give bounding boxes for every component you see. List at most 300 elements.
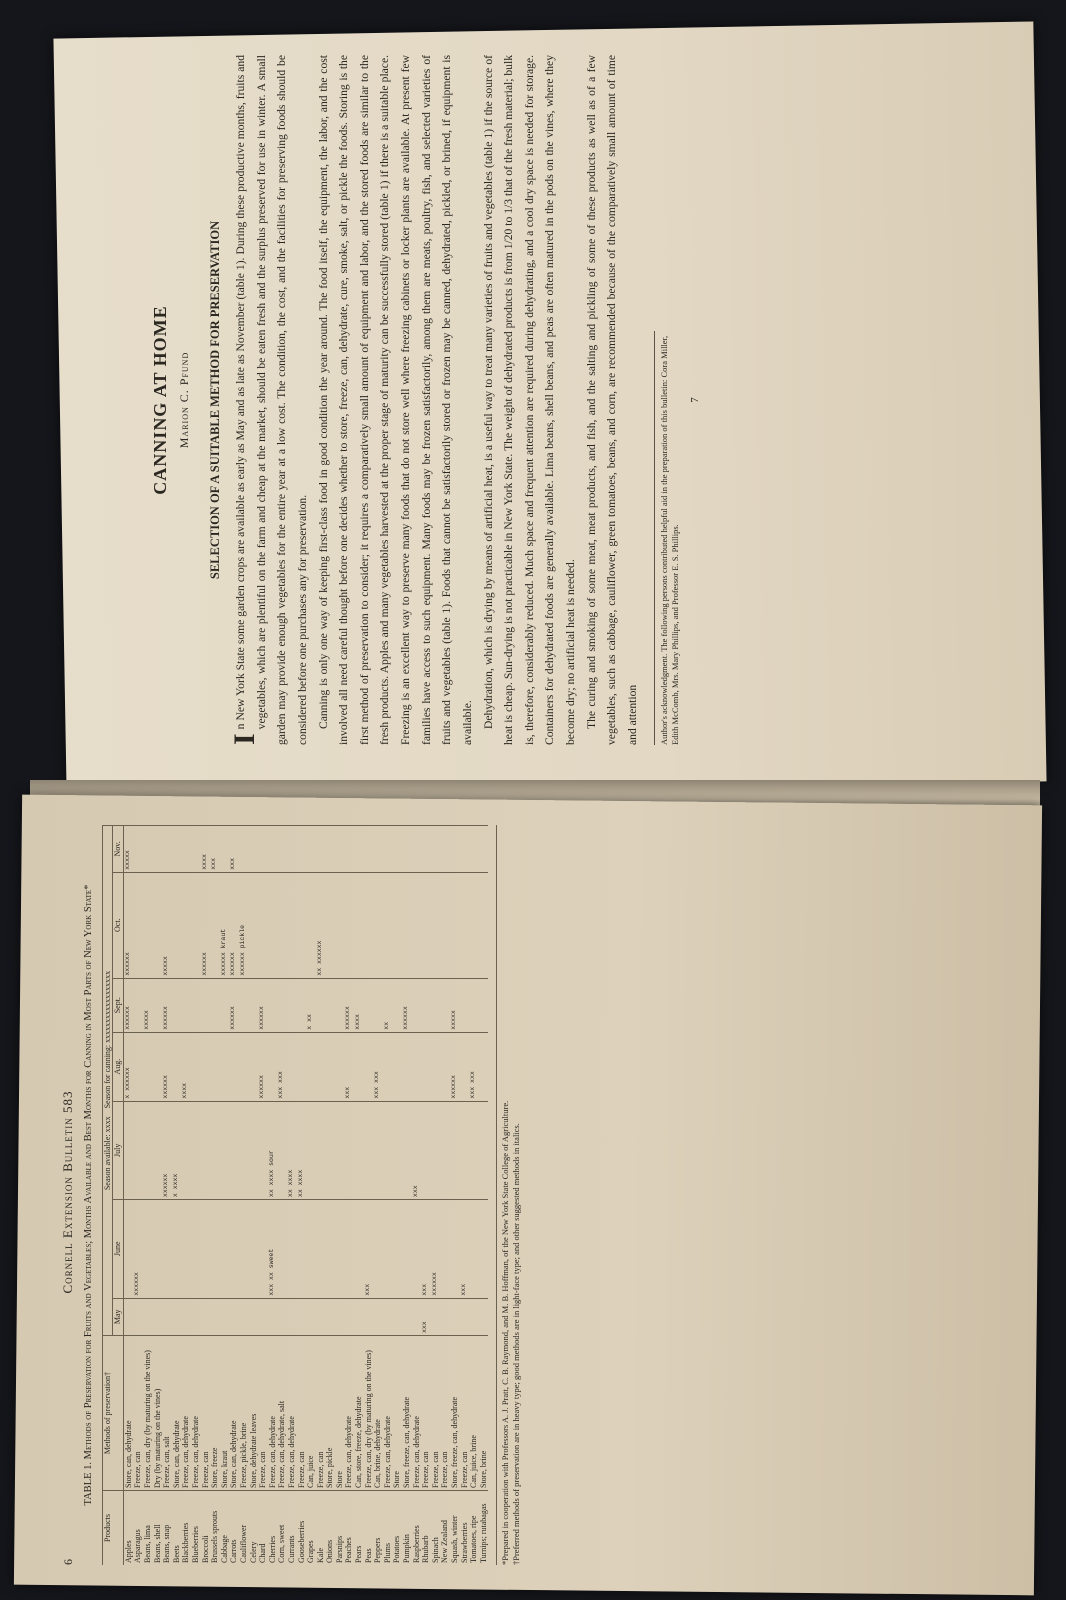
month-cell: [335, 1298, 345, 1335]
month-cell: [181, 978, 191, 1032]
month-header: Aug.: [113, 1032, 124, 1101]
month-cell: [201, 978, 211, 1032]
month-cell: [421, 1032, 431, 1101]
month-cell: [460, 826, 470, 873]
method-cell: Store, freeze, can, dehydrate: [402, 1336, 412, 1491]
month-cell: [392, 1101, 402, 1200]
paragraph-2: Canning is only one way of keeping first-class food in good condition the year around. The food itself, the equipment, the labor, and the cost involved all need careful thought before one decides whether to store, freeze, can, dehydrate, cure, smoke, salt, or pickle the foods. Storing is the first method of preservation to consider; it requires a comparatively small amount of equipment and labor, and the stored foods are similar to the fresh products. Apples and many vegetables harvested at the proper stage of maturity can be successfully stored (table 1) if there is a suitable place. Freezing is an excellent way to preserve many foods that do not store well where freezing cabinets or locker plants are available. At present few families have access to such equipment. Many foods may be frozen satisfactorily, among them are meats, poultry, fish, and selected varieties of fruits and vegetables (table 1). Foods that cannot be satisfactorily stored or frozen may be canned, dehydrated, pickled, or brined, if equipment is available.: [316, 55, 474, 745]
month-cell: xxxxxx: [450, 1032, 460, 1101]
month-cell: x xx: [306, 978, 316, 1032]
month-cell: [153, 826, 163, 873]
month-cell: xxxx: [354, 978, 364, 1032]
month-cell: [249, 1101, 259, 1200]
table-row: [123, 826, 133, 1566]
table-row: [344, 826, 354, 1566]
product-cell: Peppers: [373, 1491, 383, 1566]
month-cell: [172, 978, 182, 1032]
month-cell: [297, 826, 307, 873]
month-cell: [153, 872, 163, 978]
month-cell: [335, 1101, 345, 1200]
month-cell: [268, 872, 278, 978]
method-cell: Freeze, can: [297, 1336, 307, 1491]
product-cell: Cabbage: [220, 1491, 230, 1566]
footnote-2: †Preferred methods of preservation are in heavy type; good methods are in light-face type; and other suggested methods in italics.: [511, 1123, 522, 1565]
month-cell: xx: [383, 978, 393, 1032]
method-cell: Store: [392, 1336, 402, 1491]
month-cell: [335, 872, 345, 978]
month-cell: [172, 872, 182, 978]
month-cell: [133, 1298, 143, 1335]
month-cell: [431, 1101, 441, 1200]
table-row: [402, 826, 412, 1566]
month-cell: [268, 978, 278, 1032]
method-cell: Freeze, can: [421, 1336, 431, 1491]
month-cell: [335, 1200, 345, 1299]
month-cell: [412, 1298, 422, 1335]
product-cell: Parsnips: [335, 1491, 345, 1566]
month-cell: [402, 1298, 412, 1335]
month-cell: [479, 1101, 489, 1200]
month-cell: xxx xx sweet: [268, 1200, 278, 1299]
product-cell: Pears: [354, 1491, 364, 1566]
table-row: [258, 826, 268, 1566]
table-title: TABLE 1. Methods of Preservation for Fruits and Vegetables; Months Available and Best Months for Canning in Most Parts of New York State*: [83, 884, 94, 1506]
table-row: [325, 826, 335, 1566]
month-cell: [460, 978, 470, 1032]
drop-cap: I: [228, 733, 261, 745]
month-cell: [229, 1101, 239, 1200]
month-cell: [373, 872, 383, 978]
month-cell: [201, 1298, 211, 1335]
month-cell: xxxxxx: [229, 872, 239, 978]
month-cell: [143, 872, 153, 978]
month-cell: [306, 1200, 316, 1299]
month-cell: [354, 1101, 364, 1200]
month-cell: [325, 872, 335, 978]
month-cell: [258, 1101, 268, 1200]
col-products: Products: [102, 1491, 123, 1566]
month-cell: [431, 1298, 441, 1335]
paragraph-3: Dehydration, which is drying by means of artificial heat, is a useful way to treat many varieties of fruits and vegetables (table 1) if the source of heat is cheap. Sun-drying is not practicable in New York State. The weight of dehydrated products is from 1/20 to 1/3 that of the fresh material; bulk is, therefore, considerably reduced. Much space and frequent attention are required during dehydrating, and a cool dry space is needed for storage. Containers for dehydrated foods are generally available. Lima beans, shell beans, and peas are often matured in the pods on the vines, where they become dry; no artificial heat is needed.: [481, 55, 577, 745]
month-cell: [249, 1032, 259, 1101]
month-cell: [220, 1101, 230, 1200]
product-cell: Chard: [258, 1491, 268, 1566]
paragraph-1-text: n New York State some garden crops are available as early as May and as late as November (table 1). During these productive months, fruits and vegetables, which are plentiful on the farm and cheap at the market, should be eaten fresh and the surplus preserved for use in winter. A small garden may provide enough vegetables for the entire year at a low cost. The condition, the cost, and the facilities for preserving foods should be considered before one purchases any for preservation.: [234, 55, 309, 745]
month-cell: [277, 1298, 287, 1335]
table-row: [277, 826, 287, 1566]
product-cell: Celery: [249, 1491, 259, 1566]
month-header: July: [113, 1101, 124, 1200]
month-cell: [220, 826, 230, 873]
month-cell: [440, 1032, 450, 1101]
month-cell: xxx: [421, 1298, 431, 1335]
month-cell: [239, 826, 249, 873]
month-cell: [123, 1200, 133, 1299]
month-cell: xxxxx: [450, 978, 460, 1032]
month-cell: [316, 978, 326, 1032]
table-row: [335, 826, 345, 1566]
month-cell: [460, 1101, 470, 1200]
method-cell: Freeze, can, dehydrate: [268, 1336, 278, 1491]
product-cell: Brussels sprouts: [210, 1491, 220, 1566]
month-cell: [402, 1032, 412, 1101]
month-cell: [469, 872, 479, 978]
month-cell: [479, 1200, 489, 1299]
method-cell: Can, brine, dehydrate: [373, 1336, 383, 1491]
season-canning-key: xxxxxxxxxxxxxxxxxx: [102, 970, 112, 1043]
month-cell: [287, 1032, 297, 1101]
table-row: [201, 826, 211, 1566]
table-row: [181, 826, 191, 1566]
month-cell: [440, 1298, 450, 1335]
month-cell: [287, 1298, 297, 1335]
month-cell: [306, 826, 316, 873]
month-cell: xxx xxx: [469, 1032, 479, 1101]
month-cell: [258, 1298, 268, 1335]
method-cell: Store, dehydrate leaves: [249, 1336, 259, 1491]
month-cell: [364, 1101, 374, 1200]
product-cell: Apples: [123, 1491, 133, 1566]
month-cell: xxx xxx: [277, 1032, 287, 1101]
month-cell: xxx: [344, 1032, 354, 1101]
month-cell: [277, 826, 287, 873]
method-cell: Freeze, can: [460, 1336, 470, 1491]
method-cell: Store, brine: [479, 1336, 489, 1491]
product-cell: Onions: [325, 1491, 335, 1566]
month-cell: [268, 826, 278, 873]
month-cell: [421, 1101, 431, 1200]
month-cell: [133, 1101, 143, 1200]
month-cell: [258, 1200, 268, 1299]
month-cell: xxxxxx kraut: [220, 872, 230, 978]
month-cell: [392, 826, 402, 873]
month-cell: xx xxxx: [297, 1101, 307, 1200]
month-cell: [143, 1200, 153, 1299]
month-cell: xxxxx: [123, 826, 133, 873]
month-cell: [220, 978, 230, 1032]
month-cell: [210, 1200, 220, 1299]
method-cell: Freeze, can, dehydrate: [191, 1336, 201, 1491]
month-cell: [316, 826, 326, 873]
month-cell: xxxxxx: [133, 1200, 143, 1299]
month-cell: [277, 978, 287, 1032]
month-cell: [325, 826, 335, 873]
method-cell: Can, juice, brine: [469, 1336, 479, 1491]
month-cell: [344, 1298, 354, 1335]
month-cell: xxx xxx: [373, 1032, 383, 1101]
month-cell: [479, 1298, 489, 1335]
season-canning-label: Season for canning:: [102, 1044, 112, 1109]
month-cell: [239, 1101, 249, 1200]
month-cell: [229, 1200, 239, 1299]
month-cell: [306, 872, 316, 978]
month-cell: [431, 978, 441, 1032]
month-cell: [364, 826, 374, 873]
month-cell: xxxx: [181, 1032, 191, 1101]
month-header: Oct.: [113, 872, 124, 978]
month-cell: [392, 1200, 402, 1299]
month-cell: [373, 978, 383, 1032]
month-cell: [392, 1032, 402, 1101]
method-cell: Freeze, can, dry (by maturing on the vines): [364, 1336, 374, 1491]
month-cell: [172, 1200, 182, 1299]
table-season-row: [102, 826, 113, 1566]
month-cell: [373, 1101, 383, 1200]
month-cell: [440, 1200, 450, 1299]
method-cell: Freeze, can, dehydrate: [344, 1336, 354, 1491]
month-cell: [210, 872, 220, 978]
product-cell: Cherries: [268, 1491, 278, 1566]
table-row: [268, 826, 278, 1566]
month-cell: xxxxxx: [258, 978, 268, 1032]
month-cell: [383, 1298, 393, 1335]
month-cell: [249, 826, 259, 873]
month-cell: [460, 1032, 470, 1101]
month-cell: [297, 1200, 307, 1299]
month-cell: xxx: [364, 1200, 374, 1299]
month-cell: [412, 1200, 422, 1299]
month-cell: xxxxxx pickle: [239, 872, 249, 978]
month-cell: [287, 978, 297, 1032]
month-cell: [191, 1298, 201, 1335]
table-row: [306, 826, 316, 1566]
month-cell: [479, 978, 489, 1032]
month-cell: [191, 1200, 201, 1299]
month-cell: [354, 1200, 364, 1299]
month-cell: [373, 826, 383, 873]
month-cell: [364, 872, 374, 978]
method-cell: Freeze, can, salt: [162, 1336, 172, 1491]
table-row: [316, 826, 326, 1566]
footnotes: [496, 825, 522, 1565]
product-cell: Beans, lima: [143, 1491, 153, 1566]
table-row: [249, 826, 259, 1566]
month-cell: xxx: [421, 1200, 431, 1299]
month-cell: [172, 1298, 182, 1335]
method-cell: Dry (by maturing on the vines): [153, 1336, 163, 1491]
table-row: [172, 826, 182, 1566]
method-cell: Store, can, dehydrate: [172, 1336, 182, 1491]
month-cell: [229, 1032, 239, 1101]
month-cell: [383, 1200, 393, 1299]
month-cell: [249, 1298, 259, 1335]
month-cell: [431, 826, 441, 873]
method-cell: Store, pickle: [325, 1336, 335, 1491]
season-available-label: Season available:: [102, 1134, 112, 1191]
method-cell: Store, freeze, can, dehydrate: [450, 1336, 460, 1491]
month-cell: [354, 872, 364, 978]
table-row: [143, 826, 153, 1566]
method-cell: Freeze, can: [258, 1336, 268, 1491]
table-row: [392, 826, 402, 1566]
month-cell: [325, 1032, 335, 1101]
month-cell: [392, 872, 402, 978]
month-cell: [249, 872, 259, 978]
month-cell: [306, 1101, 316, 1200]
month-cell: xx xxxxxx: [316, 872, 326, 978]
month-cell: [344, 1101, 354, 1200]
month-cell: [172, 826, 182, 873]
month-cell: [143, 826, 153, 873]
month-cell: [450, 1298, 460, 1335]
month-cell: [479, 1032, 489, 1101]
table-row: [191, 826, 201, 1566]
table-row: [210, 826, 220, 1566]
table-row: [220, 826, 230, 1566]
month-cell: [431, 872, 441, 978]
month-header: May: [113, 1298, 124, 1335]
month-cell: [220, 1032, 230, 1101]
month-cell: [201, 1101, 211, 1200]
month-cell: [287, 872, 297, 978]
product-cell: Blackberries: [181, 1491, 191, 1566]
month-cell: [373, 1200, 383, 1299]
product-cell: Gooseberries: [297, 1491, 307, 1566]
month-cell: [210, 1298, 220, 1335]
product-cell: Rhubarb: [421, 1491, 431, 1566]
month-cell: [287, 826, 297, 873]
month-cell: [450, 872, 460, 978]
product-cell: Grapes: [306, 1491, 316, 1566]
method-cell: Freeze, can, dehydrate: [287, 1336, 297, 1491]
table-row: [383, 826, 393, 1566]
month-cell: [258, 872, 268, 978]
page-number-right: 7: [688, 397, 701, 403]
month-cell: [325, 1101, 335, 1200]
product-cell: Pumpkin: [402, 1491, 412, 1566]
month-cell: [335, 978, 345, 1032]
bulletin-header: Cornell Extension Bulletin 583: [60, 1090, 75, 1294]
month-cell: [181, 826, 191, 873]
month-cell: [153, 1101, 163, 1200]
month-cell: [133, 978, 143, 1032]
month-cell: [133, 1032, 143, 1101]
product-cell: Peas: [364, 1491, 374, 1566]
month-cell: x xxxx: [172, 1101, 182, 1200]
month-cell: [440, 826, 450, 873]
month-cell: [239, 1200, 249, 1299]
table-row: [153, 826, 163, 1566]
month-cell: [181, 1101, 191, 1200]
month-cell: [162, 826, 172, 873]
month-cell: [440, 1101, 450, 1200]
month-cell: [325, 978, 335, 1032]
table-row: [287, 826, 297, 1566]
month-cell: [316, 1101, 326, 1200]
month-cell: [201, 1200, 211, 1299]
month-cell: xxxxxx: [402, 978, 412, 1032]
month-cell: [479, 826, 489, 873]
month-cell: [335, 826, 345, 873]
month-cell: [354, 1298, 364, 1335]
product-cell: Turnips; rutabagas: [479, 1491, 489, 1566]
month-cell: [469, 1298, 479, 1335]
month-cell: [268, 1032, 278, 1101]
month-cell: [239, 978, 249, 1032]
month-cell: [191, 872, 201, 978]
table-row: [460, 826, 470, 1566]
month-cell: xxx: [460, 1200, 470, 1299]
month-cell: [354, 1032, 364, 1101]
product-cell: Blueberries: [191, 1491, 201, 1566]
method-cell: Freeze, pickle, brine: [239, 1336, 249, 1491]
table-row: [354, 826, 364, 1566]
method-cell: Can, store, freeze, dehydrate: [354, 1336, 364, 1491]
month-cell: [277, 872, 287, 978]
month-cell: [268, 1298, 278, 1335]
month-cell: xxxxxx: [344, 978, 354, 1032]
method-cell: Freeze, can, dehydrate: [181, 1336, 191, 1491]
month-cell: [450, 1200, 460, 1299]
left-page-content: [60, 825, 960, 1565]
month-cell: [344, 872, 354, 978]
month-cell: [133, 872, 143, 978]
method-cell: Store, can, dehydrate: [229, 1336, 239, 1491]
method-cell: Store, kraut: [220, 1336, 230, 1491]
method-cell: Freeze, can: [316, 1336, 326, 1491]
month-cell: [220, 1200, 230, 1299]
month-cell: [450, 826, 460, 873]
product-cell: Cauliflower: [239, 1491, 249, 1566]
product-cell: Currants: [287, 1491, 297, 1566]
product-cell: Plums: [383, 1491, 393, 1566]
month-cell: [123, 1101, 133, 1200]
month-cell: [402, 826, 412, 873]
method-cell: Store: [335, 1336, 345, 1491]
month-cell: xxxxxx: [162, 1101, 172, 1200]
month-cell: [181, 1298, 191, 1335]
month-cell: [277, 1200, 287, 1299]
month-cell: [191, 978, 201, 1032]
table-row: [364, 826, 374, 1566]
month-cell: [469, 1101, 479, 1200]
paragraph-1: [228, 55, 314, 745]
preservation-table: [102, 825, 489, 1565]
month-cell: [143, 1032, 153, 1101]
month-cell: [469, 978, 479, 1032]
month-cell: [143, 1298, 153, 1335]
table-row: [373, 826, 383, 1566]
month-cell: [364, 978, 374, 1032]
month-cell: [450, 1101, 460, 1200]
month-cell: [316, 1200, 326, 1299]
month-cell: [220, 1298, 230, 1335]
month-cell: [297, 978, 307, 1032]
month-cell: [239, 1032, 249, 1101]
month-cell: [191, 1101, 201, 1200]
table-row: [450, 826, 460, 1566]
month-cell: [181, 872, 191, 978]
season-legend: [102, 826, 113, 1336]
product-cell: Tomatoes, ripe: [469, 1491, 479, 1566]
month-cell: [172, 1032, 182, 1101]
product-cell: Carrots: [229, 1491, 239, 1566]
month-cell: [143, 1101, 153, 1200]
month-cell: [249, 1200, 259, 1299]
month-cell: xxx: [229, 826, 239, 873]
product-cell: New Zealand: [440, 1491, 450, 1566]
method-cell: Freeze, can: [431, 1336, 441, 1491]
month-cell: [316, 1298, 326, 1335]
page-number-left: 6: [61, 1559, 75, 1565]
month-cell: [412, 872, 422, 978]
month-header: Sept.: [113, 978, 124, 1032]
product-cell: Corn, sweet: [277, 1491, 287, 1566]
month-cell: [469, 826, 479, 873]
month-cell: [364, 1032, 374, 1101]
method-cell: Freeze, can: [201, 1336, 211, 1491]
month-cell: xxxxx: [143, 978, 153, 1032]
